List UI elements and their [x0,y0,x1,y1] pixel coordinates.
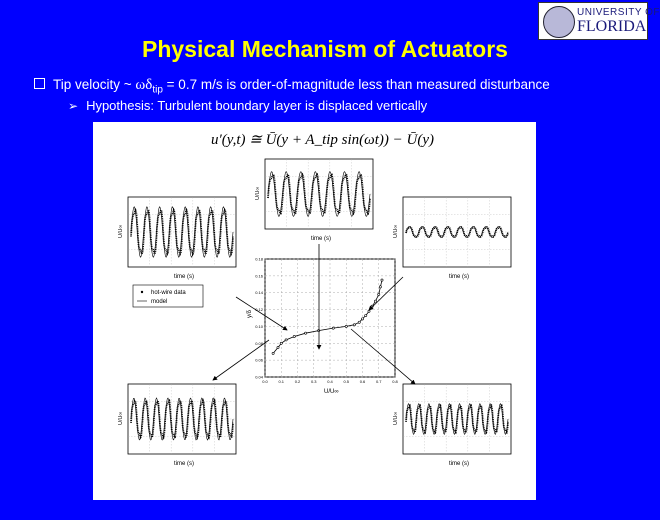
profile-ylabel: y/δ [247,309,253,318]
profile-ytick-label: 0.18 [255,256,263,262]
time-trace-plot-right [393,197,511,280]
profile-ytick-label: 0.12 [255,307,263,313]
trace-xlabel: time (s) [311,236,331,242]
university-logo [538,2,660,40]
trace-ylabel: U/U∞ [393,224,399,238]
logo-line1: UNIVERSITY OF [577,7,660,18]
profile-data-point [374,300,376,302]
profile-data-point [280,342,282,344]
profile-xtick-label: 0.4 [327,379,333,384]
time-trace-plot-bottom-left [118,384,236,467]
trace-xlabel: time (s) [449,461,469,467]
equation: u′(y,t) ≅ Ū(y + A_tip sin(ωt)) − Ū(y) [211,132,435,148]
profile-ytick-label: 0.04 [255,374,263,380]
trace-ylabel: U/U∞ [255,186,261,200]
profile-xtick-label: 0.3 [310,379,317,384]
trace-ylabel: U/U∞ [118,411,124,425]
university-seal-icon [543,6,575,38]
time-trace-plot-left [118,197,236,280]
legend-model-label: model [151,299,168,305]
profile-data-point [305,332,307,334]
bullet-tip-velocity [34,77,550,96]
profile-xlabel: U/U∞ [324,389,339,395]
time-trace-plot-bottom-right [393,384,511,467]
profile-ytick-label: 0.16 [255,273,263,279]
profile-xtick-label: 0.0 [262,379,268,384]
profile-data-point [353,324,355,326]
bullet1-symbol: ωδ [135,77,153,93]
trace-ylabel: U/U∞ [118,224,124,238]
profile-ytick-label: 0.06 [255,357,263,363]
arrow-bullet-icon: ➢ [68,99,79,113]
profile-xtick-label: 0.6 [359,379,366,384]
profile-data-point [378,293,380,295]
bullet1-subscript: tip [152,84,163,96]
profile-data-point [272,352,274,354]
profile-xtick-label: 0.2 [294,379,301,384]
profile-ytick-label: 0.08 [255,340,263,346]
figure-svg [93,122,536,500]
profile-data-point [381,279,383,281]
legend-box [133,285,203,307]
profile-data-point [368,310,370,312]
profile-ytick-label: 0.14 [255,290,263,296]
profile-xtick-label: 0.8 [392,379,398,384]
profile-data-point [277,346,279,348]
profile-data-point [365,314,367,316]
bullet1-suffix: = 0.7 m/s is order-of-magnitude less than measured disturbance [162,77,550,92]
profile-xtick-label: 0.1 [278,379,285,384]
profile-xtick-label: 0.5 [343,379,350,384]
bullet1-prefix: Tip velocity ~ [53,77,136,92]
trace-xlabel: time (s) [174,461,194,467]
legend-data-label: hot-wire data [151,290,186,296]
trace-xlabel: time (s) [449,274,469,280]
profile-data-point [358,321,360,323]
profile-data-point [379,286,381,288]
trace-ylabel: U/U∞ [393,411,399,425]
profile-data-point [285,339,287,341]
logo-line2: FLORIDA [577,18,647,35]
profile-data-point [332,327,334,329]
profile-data-point [345,325,347,327]
time-trace-plot-top-center [255,159,373,242]
profile-data-point [293,335,295,337]
trace-xlabel: time (s) [174,274,194,280]
checkbox-bullet-icon [34,78,45,89]
bullet-hypothesis [68,98,427,113]
profile-xtick-label: 0.7 [375,379,382,384]
profile-ytick-label: 0.10 [255,323,263,329]
profile-data-point [361,318,363,320]
slide-title: Physical Mechanism of Actuators [142,36,508,62]
bullet2-text: Hypothesis: Turbulent boundary layer is displaced vertically [86,98,428,113]
figure-panel [93,122,536,500]
legend-data-marker [141,291,143,293]
